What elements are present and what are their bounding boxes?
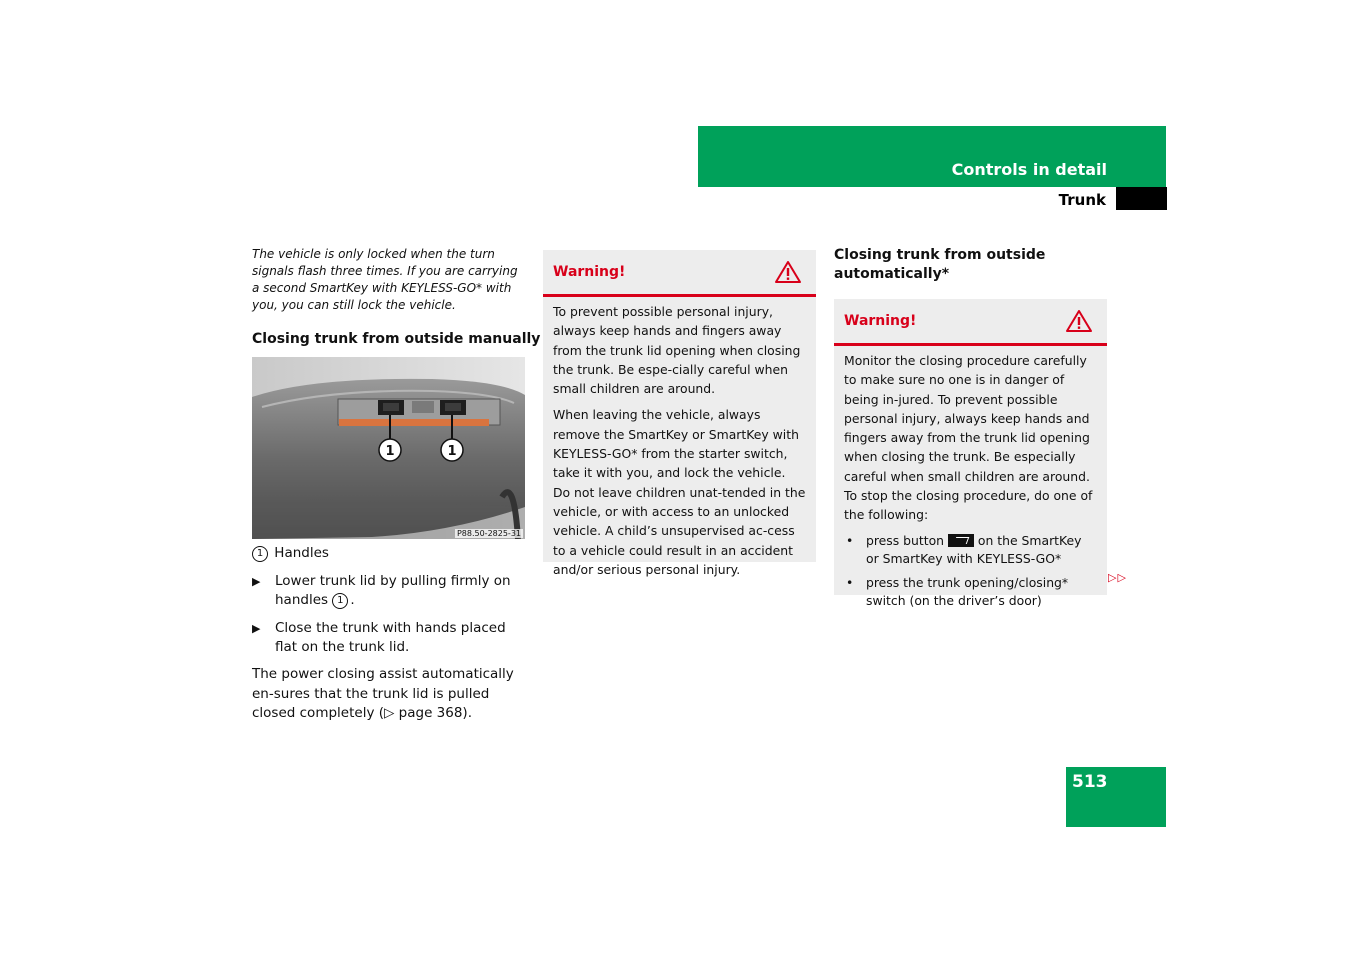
warning-title: Warning! <box>553 264 626 280</box>
manual-closing-heading: Closing trunk from outside manually <box>252 331 541 347</box>
continued-marker: ▷▷ <box>1108 571 1127 584</box>
image-code: P88.50-2825-31 <box>456 529 521 538</box>
bullet-text: press the trunk opening/closing* switch (on the driver’s door) <box>866 574 1069 608</box>
bullet-dot: • <box>846 532 854 548</box>
warning-bullet <box>844 532 1097 568</box>
svg-text:1: 1 <box>447 444 457 459</box>
step-arrow-icon: ▶ <box>252 622 261 635</box>
warning-box-automatic <box>834 299 1107 608</box>
step-item <box>252 619 532 657</box>
warning-body <box>834 346 1107 624</box>
lock-note: The vehicle is only locked when the turn signals flash three times. If you are carrying a second SmartKey with KEYLESS-GO* with you, you can still lock the vehicle. <box>252 247 518 312</box>
bullet-text-end: on the SmartKey or SmartKey with KEYLESS-GO* <box>866 532 1082 566</box>
bullet-dot: • <box>846 574 854 590</box>
svg-text:1: 1 <box>385 444 395 459</box>
callout-1-left <box>379 439 401 461</box>
step-item <box>252 572 532 610</box>
bullet-text: press button <box>866 532 948 548</box>
trunk-handles-photo <box>252 357 525 539</box>
legend-text: Handles <box>274 545 329 561</box>
power-closing-paragraph: The power closing assist automatically en-sures that the trunk lid is pulled closed completely (▷ page 368). <box>252 666 514 721</box>
step-text: Close the trunk with hands placed flat on the trunk lid. <box>275 620 506 655</box>
warning-header <box>543 250 816 297</box>
warning-triangle-icon <box>1065 309 1093 333</box>
trunk-button-icon <box>948 534 974 547</box>
trunk-lid-illustration <box>252 357 525 539</box>
warning-header <box>834 299 1107 346</box>
step-arrow-icon: ▶ <box>252 575 261 588</box>
subsection-title: Trunk <box>1058 191 1106 209</box>
warning-paragraph: When leaving the vehicle, always remove the SmartKey or SmartKey with KEYLESS-GO* from the starter switch, take it with you, and lock the vehicle. Do not leave children unat-tended in the vehicle, or with access to an unlocked vehicle. A child’s unsupervised ac-cess to a vehicle could result in an accident and/or serious personal injury. <box>553 407 806 577</box>
step-text: Lower trunk lid by pulling firmly on handles <box>275 573 511 608</box>
warning-bullet <box>844 574 1097 610</box>
warning-body <box>543 297 816 594</box>
steps-list <box>252 572 532 666</box>
step-text-end: . <box>350 592 355 608</box>
callout-1-right <box>441 439 463 461</box>
warning-title: Warning! <box>844 313 917 329</box>
warning-triangle-icon <box>774 260 802 284</box>
warning-box-manual <box>543 250 816 577</box>
subsection-marker <box>1116 187 1167 210</box>
legend-number: 1 <box>252 546 268 562</box>
warning-paragraph: Monitor the closing procedure carefully to make sure no one is in danger of being in-jured. To prevent possible personal injury, always keep hands and fingers away from the trunk lid opening when closing the trunk. Be especially careful when small children are around. To stop the closing procedure, do one of the following: <box>844 353 1093 523</box>
page-number: 513 <box>1072 772 1108 792</box>
step-ref-number: 1 <box>332 593 348 609</box>
legend-item <box>252 545 527 562</box>
section-title: Controls in detail <box>951 160 1107 179</box>
warning-paragraph: To prevent possible personal injury, always keep hands and fingers away from the trunk lid opening when closing the trunk. Be espe-cially careful when small children are around. <box>553 304 801 397</box>
automatic-closing-heading: Closing trunk from outside automatically* <box>834 247 1046 282</box>
